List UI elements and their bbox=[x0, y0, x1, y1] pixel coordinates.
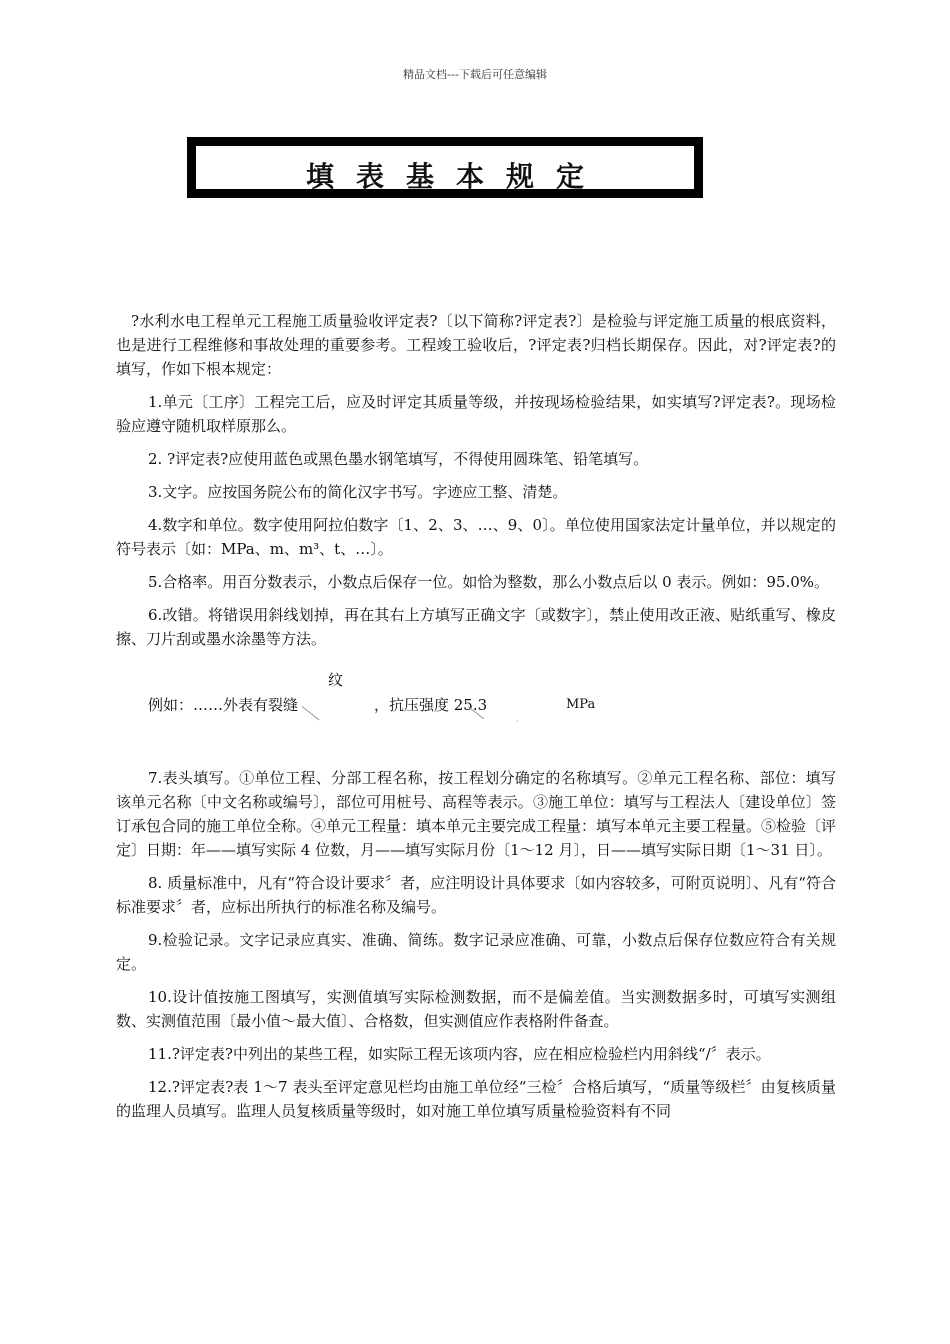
rule-item-11: 11.?评定表?中列出的某些工程，如实际工程无该项内容，应在相应检验栏内用斜线“/〞表示。 bbox=[148, 1045, 771, 1063]
correction-example bbox=[116, 660, 836, 752]
rule-item-9: 9.检验记录。文字记录应真实、准确、简练。数字记录应准确、可靠，小数点后保存位数应符合有关规定。 bbox=[116, 931, 836, 973]
rule-item-3: 3.文字。应按国务院公布的简化汉字书写。字迹应工整、清楚。 bbox=[148, 483, 568, 501]
page-title: 填表基本规定 bbox=[305, 159, 606, 191]
title-frame bbox=[187, 137, 703, 198]
intro-paragraph: ?水利水电工程单元工程施工质量验收评定表?〔以下简称?评定表?〕是检验与评定施工质量的根底资料，也是进行工程维修和事故处理的重要参考。工程竣工验收后，?评定表?归档长期保存。因此，对?评定表?的填写，作如下根本规定： bbox=[116, 312, 836, 378]
example-label: 例如：……外表有裂缝 bbox=[148, 696, 299, 714]
document-body bbox=[116, 309, 836, 1132]
header-note: 精品文档---下载后可任意编辑 bbox=[403, 68, 547, 81]
title-inner-frame bbox=[194, 144, 696, 191]
rule-item-7: 7.表头填写。①单位工程、分部工程名称，按工程划分确定的名称填写。②单元工程名称、部位：填写该单元名称〔中文名称或编号〕，部位可用桩号、高程等表示。③施工单位：填写与工程法人〔建设单位〕签订承包合同的施工单位全称。④单元工程量：填本单元主要完成工程量：填写本单元主要工程量。⑤检验〔评定〕日期：年——填写实际 4 位数，月——填写实际月份〔1～12 月〕，日——填写实际日期〔1～31 日〕。 bbox=[116, 769, 837, 859]
example-unit: MPa bbox=[566, 697, 596, 712]
rule-item-5: 5.合格率。用百分数表示，小数点后保存一位。如恰为整数，那么小数点后以 0 表示。例如：95.0%。 bbox=[148, 573, 830, 591]
rule-item-10: 10.设计值按施工图填写，实测值填写实际检测数据，而不是偏差值。当实测数据多时，可填写实测组数、实测值范围〔最小值～最大值〕、合格数，但实测值应作表格附件备查。 bbox=[116, 988, 836, 1030]
rule-item-6: 6.改错。将错误用斜线划掉，再在其右上方填写正确文字〔或数字〕，禁止使用改正液、贴纸重写、橡皮擦、刀片刮或墨水涂墨等方法。 bbox=[116, 606, 836, 648]
rule-item-12: 12.?评定表?表 1～7 表头至评定意见栏均由施工单位经“三检〞合格后填写，“质量等级栏〞由复核质量的监理人员填写。监理人员复核质量等级时，如对施工单位填写质量检验资料有不同 bbox=[116, 1078, 836, 1120]
rule-item-2: 2. ?评定表?应使用蓝色或黑色墨水钢笔填写，不得使用圆珠笔、铅笔填写。 bbox=[148, 450, 649, 468]
example-correction-mark: · bbox=[516, 717, 519, 726]
example-correction-text: 纹 bbox=[328, 671, 344, 689]
rule-item-1: 1.单元〔工序〕工程完工后，应及时评定其质量等级，并按现场检验结果，如实填写?评定表?。现场检验应遵守随机取样原那么。 bbox=[116, 393, 836, 435]
rule-item-4: 4.数字和单位。数字使用阿拉伯数字〔1、2、3、…、9、0〕。单位使用国家法定计量单位，并以规定的符号表示〔如：MPa、m、m³、t、…〕。 bbox=[116, 516, 836, 558]
rule-item-8: 8. 质量标准中，凡有“符合设计要求〞者，应注明设计具体要求〔如内容较多，可附页说明〕、凡有“符合标准要求〞者，应标出所执行的标准名称及编号。 bbox=[116, 874, 836, 916]
example-middle-text: ，抗压强度 25.3 bbox=[374, 696, 488, 714]
strike-mark bbox=[302, 706, 320, 720]
